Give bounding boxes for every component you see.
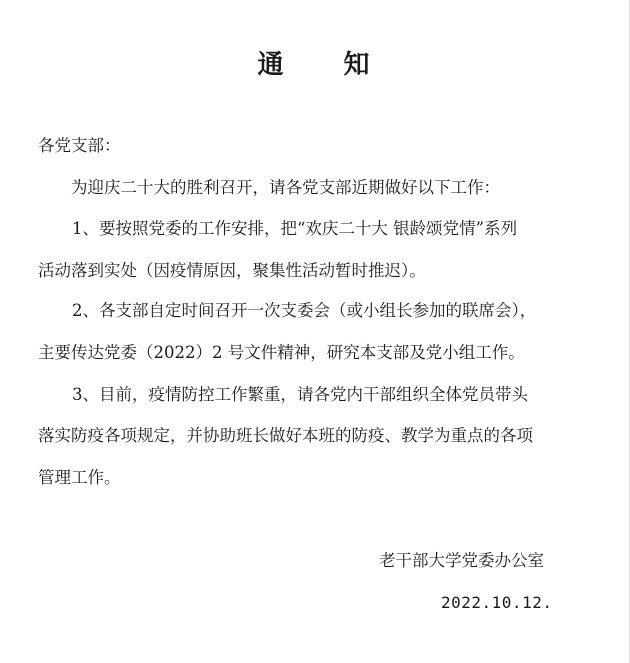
item-1-line-1: 1、要按照党委的工作安排，把“欢庆二十大 银龄颂党情”系列	[72, 219, 518, 238]
item-3-line-1: 3、目前，疫情防控工作繁重，请各党内干部组织全体党员带头	[72, 385, 528, 404]
title-char-1: 通	[257, 50, 286, 80]
notice-title	[0, 44, 629, 81]
item-2-line-1: 2、各支部自定时间召开一次支委会（或小组长参加的联席会），	[72, 301, 537, 320]
item-2-line-2: 主要传达党委（2022）2 号文件精神，研究本支部及党小组工作。	[38, 343, 525, 362]
intro-paragraph: 为迎庆二十大的胜利召开，请各党支部近期做好以下工作：	[71, 178, 500, 197]
signature: 老干部大学党委办公室	[379, 551, 544, 570]
item-1-line-2: 活动落到实处（因疫情原因，聚集性活动暂时推迟）。	[38, 261, 426, 280]
title-char-2: 知	[343, 50, 372, 80]
item-3-line-2: 落实防疫各项规定，并协助班长做好本班的防疫、教学为重点的各项	[38, 426, 533, 445]
date: 2022.10.12.	[441, 593, 553, 612]
item-3-line-3: 管理工作。	[38, 468, 121, 487]
salutation: 各党支部：	[38, 136, 121, 155]
